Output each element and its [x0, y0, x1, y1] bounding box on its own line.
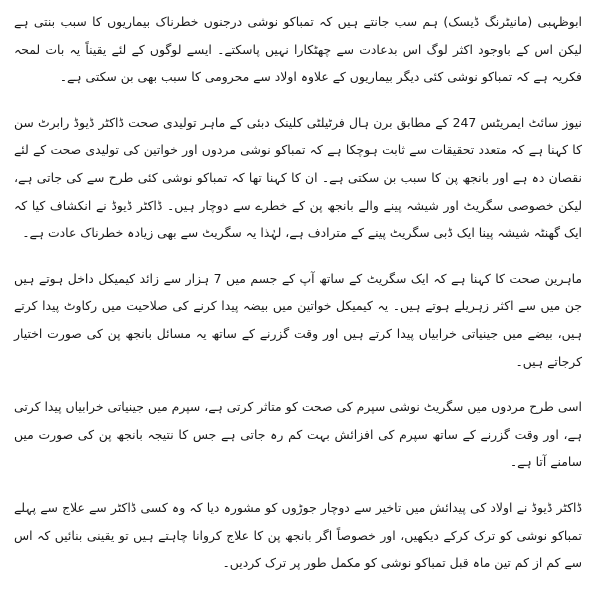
paragraph-expert-quote: نیوز سائٹ ایمریٹس 247 کے مطابق برن ہال فرٹیلٹی کلینک دبئی کے ماہر تولیدی صحت ڈاکٹر ڈیوڈ رابرٹ سن کا کہنا ہے کہ متعدد تحقیقات سے ثابت ہوچکا ہے کہ تمباکو نوشی مردوں اور خواتین کی تولیدی صحت کے لئے نقصان دہ ہے اور بانجھ پن کا سبب بن سکتی ہے۔ ان کا کہنا تھا کہ تمباکو نوشی کئی طرح سے کی جاتی ہے، لیکن خصوصی سگریٹ اور شیشہ پینے والے بانجھ پن کے خطرے سے دوچار ہیں۔ ڈاکٹر ڈیوڈ نے انکشاف کیا کہ ایک گھنٹہ شیشہ پینا ایک ڈبی سگریٹ پینے کے مترادف ہے، لہٰذا یہ سگریٹ سے بھی زیادہ خطرناک عادت ہے۔ — [14, 114, 582, 241]
paragraph-chemicals: ماہرین صحت کا کہنا ہے کہ ایک سگریٹ کے ساتھ آپ کے جسم میں 7 ہزار سے زائد کیمیکل داخل ہوتے ہیں جن میں سے اکثر زہریلے ہوتے ہیں۔ یہ کیمیکل خواتین میں بیضہ پیدا کرنے کی صلاحیت میں رکاوٹ پیدا کرتے ہیں، بیضے میں جینیاتی خرابیاں پیدا کرتے ہیں اور وقت گزرنے کے ساتھ یہ مسائل بانجھ پن کی صورت اختیار کرجاتے ہیں۔ — [14, 270, 583, 369]
paragraph-intro: ابوظہبی (مانیٹرنگ ڈیسک) ہم سب جانتے ہیں کہ تمباکو نوشی درجنوں خطرناک بیماریوں کا سبب بنتی ہے لیکن اس کے باوجود اکثر لوگ اس بدعادت سے چھٹکارا نہیں پاسکتے۔ ایسے لوگوں کے لئے یقیناً یہ بات لمحہ فکریہ ہے کہ تمباکو نوشی کئی دیگر بیماریوں کے علاوہ اولاد سے محرومی کا سبب بھی بن سکتی ہے۔ — [14, 14, 582, 85]
paragraph-men: اسی طرح مردوں میں سگریٹ نوشی سپرم کی صحت کو متاثر کرتی ہے، سپرم میں جینیاتی خرابیاں پیدا کرتی ہے، اور وقت گزرنے کے ساتھ سپرم کی افزائش بہت کم رہ جاتی ہے جس کا نتیجہ بانجھ پن کی صورت میں سامنے آتا ہے۔ — [14, 399, 582, 470]
paragraph-advice: ڈاکٹر ڈیوڈ نے اولاد کی پیدائش میں تاخیر سے دوچار جوڑوں کو مشورہ دیا کہ وہ کسی ڈاکٹر سے علاج سے پہلے تمباکو نوشی کو ترک کرکے دیکھیں، اور خصوصاً اگر بانجھ پن کا علاج کروانا چاہتے ہیں تو یقینی بنائیں کہ اس سے کم از کم تین ماہ قبل تمباکو نوشی کو مکمل طور پر ترک کردیں۔ — [14, 499, 582, 571]
